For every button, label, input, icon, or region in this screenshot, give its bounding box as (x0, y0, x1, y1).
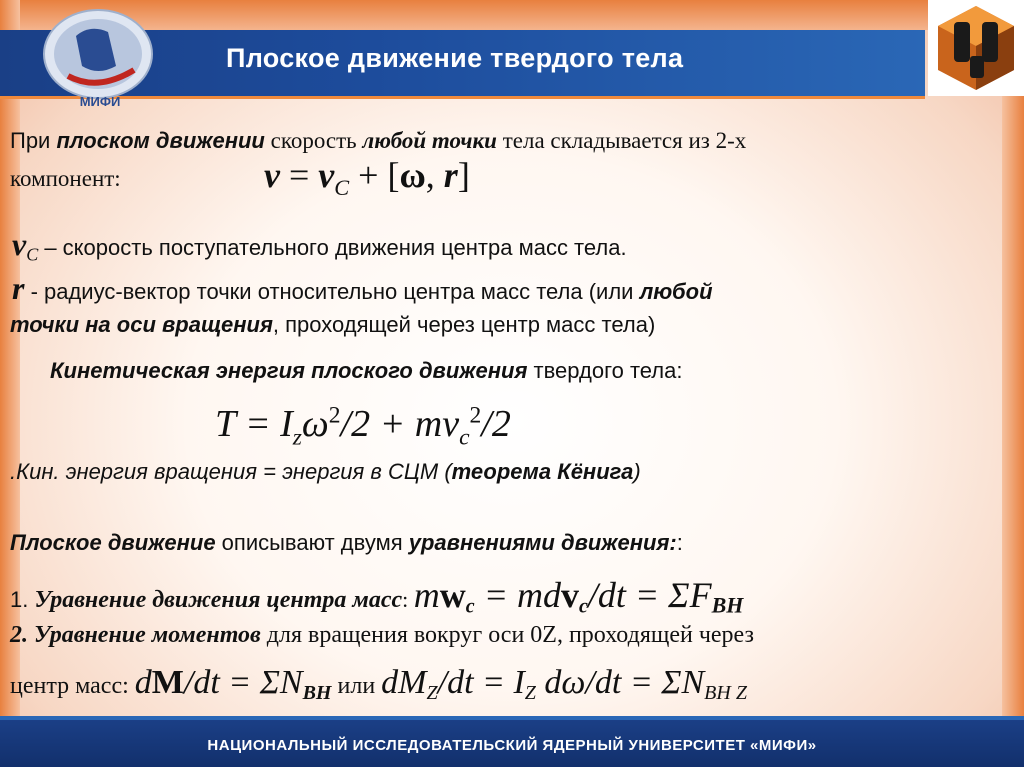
formula-sub: Z (426, 681, 438, 704)
equation-moments-label (10, 622, 754, 649)
emphasis: 2. Уравнение моментов (10, 622, 261, 648)
formula-sub: c (465, 595, 475, 618)
emphasis: любой точки (362, 128, 497, 153)
formula-part: /dt = ΣF (587, 575, 712, 615)
formula-part: dω/dt = ΣN (535, 664, 705, 701)
formula-kinetic-energy (215, 402, 511, 452)
formula-part: , (425, 155, 444, 195)
formula-part: /dt = ΣN (183, 664, 303, 701)
text: .Кин. энергия вращения = энергия в СЦМ ( (10, 459, 452, 484)
formula-sub: Z (524, 681, 536, 704)
formula-part: M (151, 664, 184, 701)
formula-sub: c (578, 595, 588, 618)
equation-moments (10, 664, 747, 705)
text: тела складывается из 2-х (496, 128, 747, 153)
text: При (10, 128, 57, 153)
formula-sub: BH (302, 681, 332, 704)
emphasis: Кинетическая энергия плоского движения (50, 358, 528, 383)
text: центр масс: (10, 673, 135, 699)
text: скорость (264, 128, 363, 153)
text: описывают двумя (215, 530, 409, 555)
formula-part: r (443, 155, 458, 195)
emphasis: Плоское движение (10, 530, 216, 555)
formula-sub: z (292, 424, 302, 451)
formula-part: /dt = I (437, 664, 525, 701)
formula-part: ω (301, 403, 329, 445)
text: – скорость поступательного движения центра масс тела. (38, 235, 627, 260)
formula-part: v (318, 155, 335, 195)
text: : (676, 530, 683, 555)
formula-sub: BH (711, 592, 744, 618)
text: 1. (10, 587, 35, 612)
formula-part: m (413, 575, 440, 615)
formula-part: d (134, 664, 152, 701)
text: компонент: (10, 166, 121, 191)
paragraph-equations (10, 530, 683, 556)
paragraph-koenig (10, 459, 641, 485)
emphasis: любой (639, 279, 713, 304)
paragraph-r (12, 270, 713, 307)
formula-sup: 2 (469, 402, 482, 429)
formula-part: = md (474, 575, 561, 615)
formula-part: r (12, 270, 25, 306)
formula-sup: 2 (328, 402, 341, 429)
formula-sub: c (459, 424, 470, 451)
text: : (402, 587, 414, 612)
emphasis: Уравнение движения центра масс (34, 587, 403, 613)
formula-part: ] (457, 155, 470, 195)
formula-velocity (264, 154, 470, 201)
formula-part: + [ (349, 155, 400, 195)
formula-part: v (264, 155, 280, 195)
university-logo-icon (38, 6, 158, 110)
right-orange-border (1002, 0, 1024, 720)
emphasis: точки на оси вращения (10, 312, 273, 337)
text: , проходящей через центр масс тела) (272, 312, 656, 337)
formula-part: = (279, 155, 319, 195)
paragraph-kinetic-energy (50, 358, 682, 384)
footer-text: НАЦИОНАЛЬНЫЙ ИССЛЕДОВАТЕЛЬСКИЙ ЯДЕРНЫЙ УНИВЕРСИТЕТ «МИФИ» (207, 737, 817, 754)
formula-sub: C (26, 244, 39, 265)
text: ) (633, 459, 641, 484)
slide-title: Плоское движение твердого тела (226, 43, 684, 73)
cube-logo-icon (928, 0, 1024, 96)
paragraph-vc (12, 226, 627, 265)
formula-part: dM (381, 664, 427, 701)
emphasis: плоском движении (56, 128, 265, 153)
logo-text: МИФИ (79, 94, 121, 109)
text: твердого тела: (527, 358, 683, 383)
emphasis: уравнениями движения: (408, 530, 677, 555)
paragraph-plane-motion (10, 128, 746, 154)
formula-sub: C (334, 175, 350, 201)
text: или (331, 673, 382, 699)
formula-part: v (12, 226, 27, 262)
formula-part: T = I (215, 403, 293, 445)
equation-center-of-mass (10, 574, 743, 618)
emphasis: теорема Кёнига (451, 459, 634, 484)
text: для вращения вокруг оси 0Z, проходящей через (260, 622, 754, 648)
formula-part: v (560, 575, 579, 615)
formula-part: /2 + mv (340, 403, 460, 445)
formula-part: w (439, 575, 466, 615)
formula-part: ω (399, 155, 426, 195)
paragraph-components (10, 166, 121, 192)
paragraph-r-cont (10, 312, 655, 338)
formula-part: /2 (481, 403, 511, 445)
text: - радиус-вектор точки относительно центра масс тела (или (24, 279, 640, 304)
formula-sub: BH Z (704, 681, 747, 704)
